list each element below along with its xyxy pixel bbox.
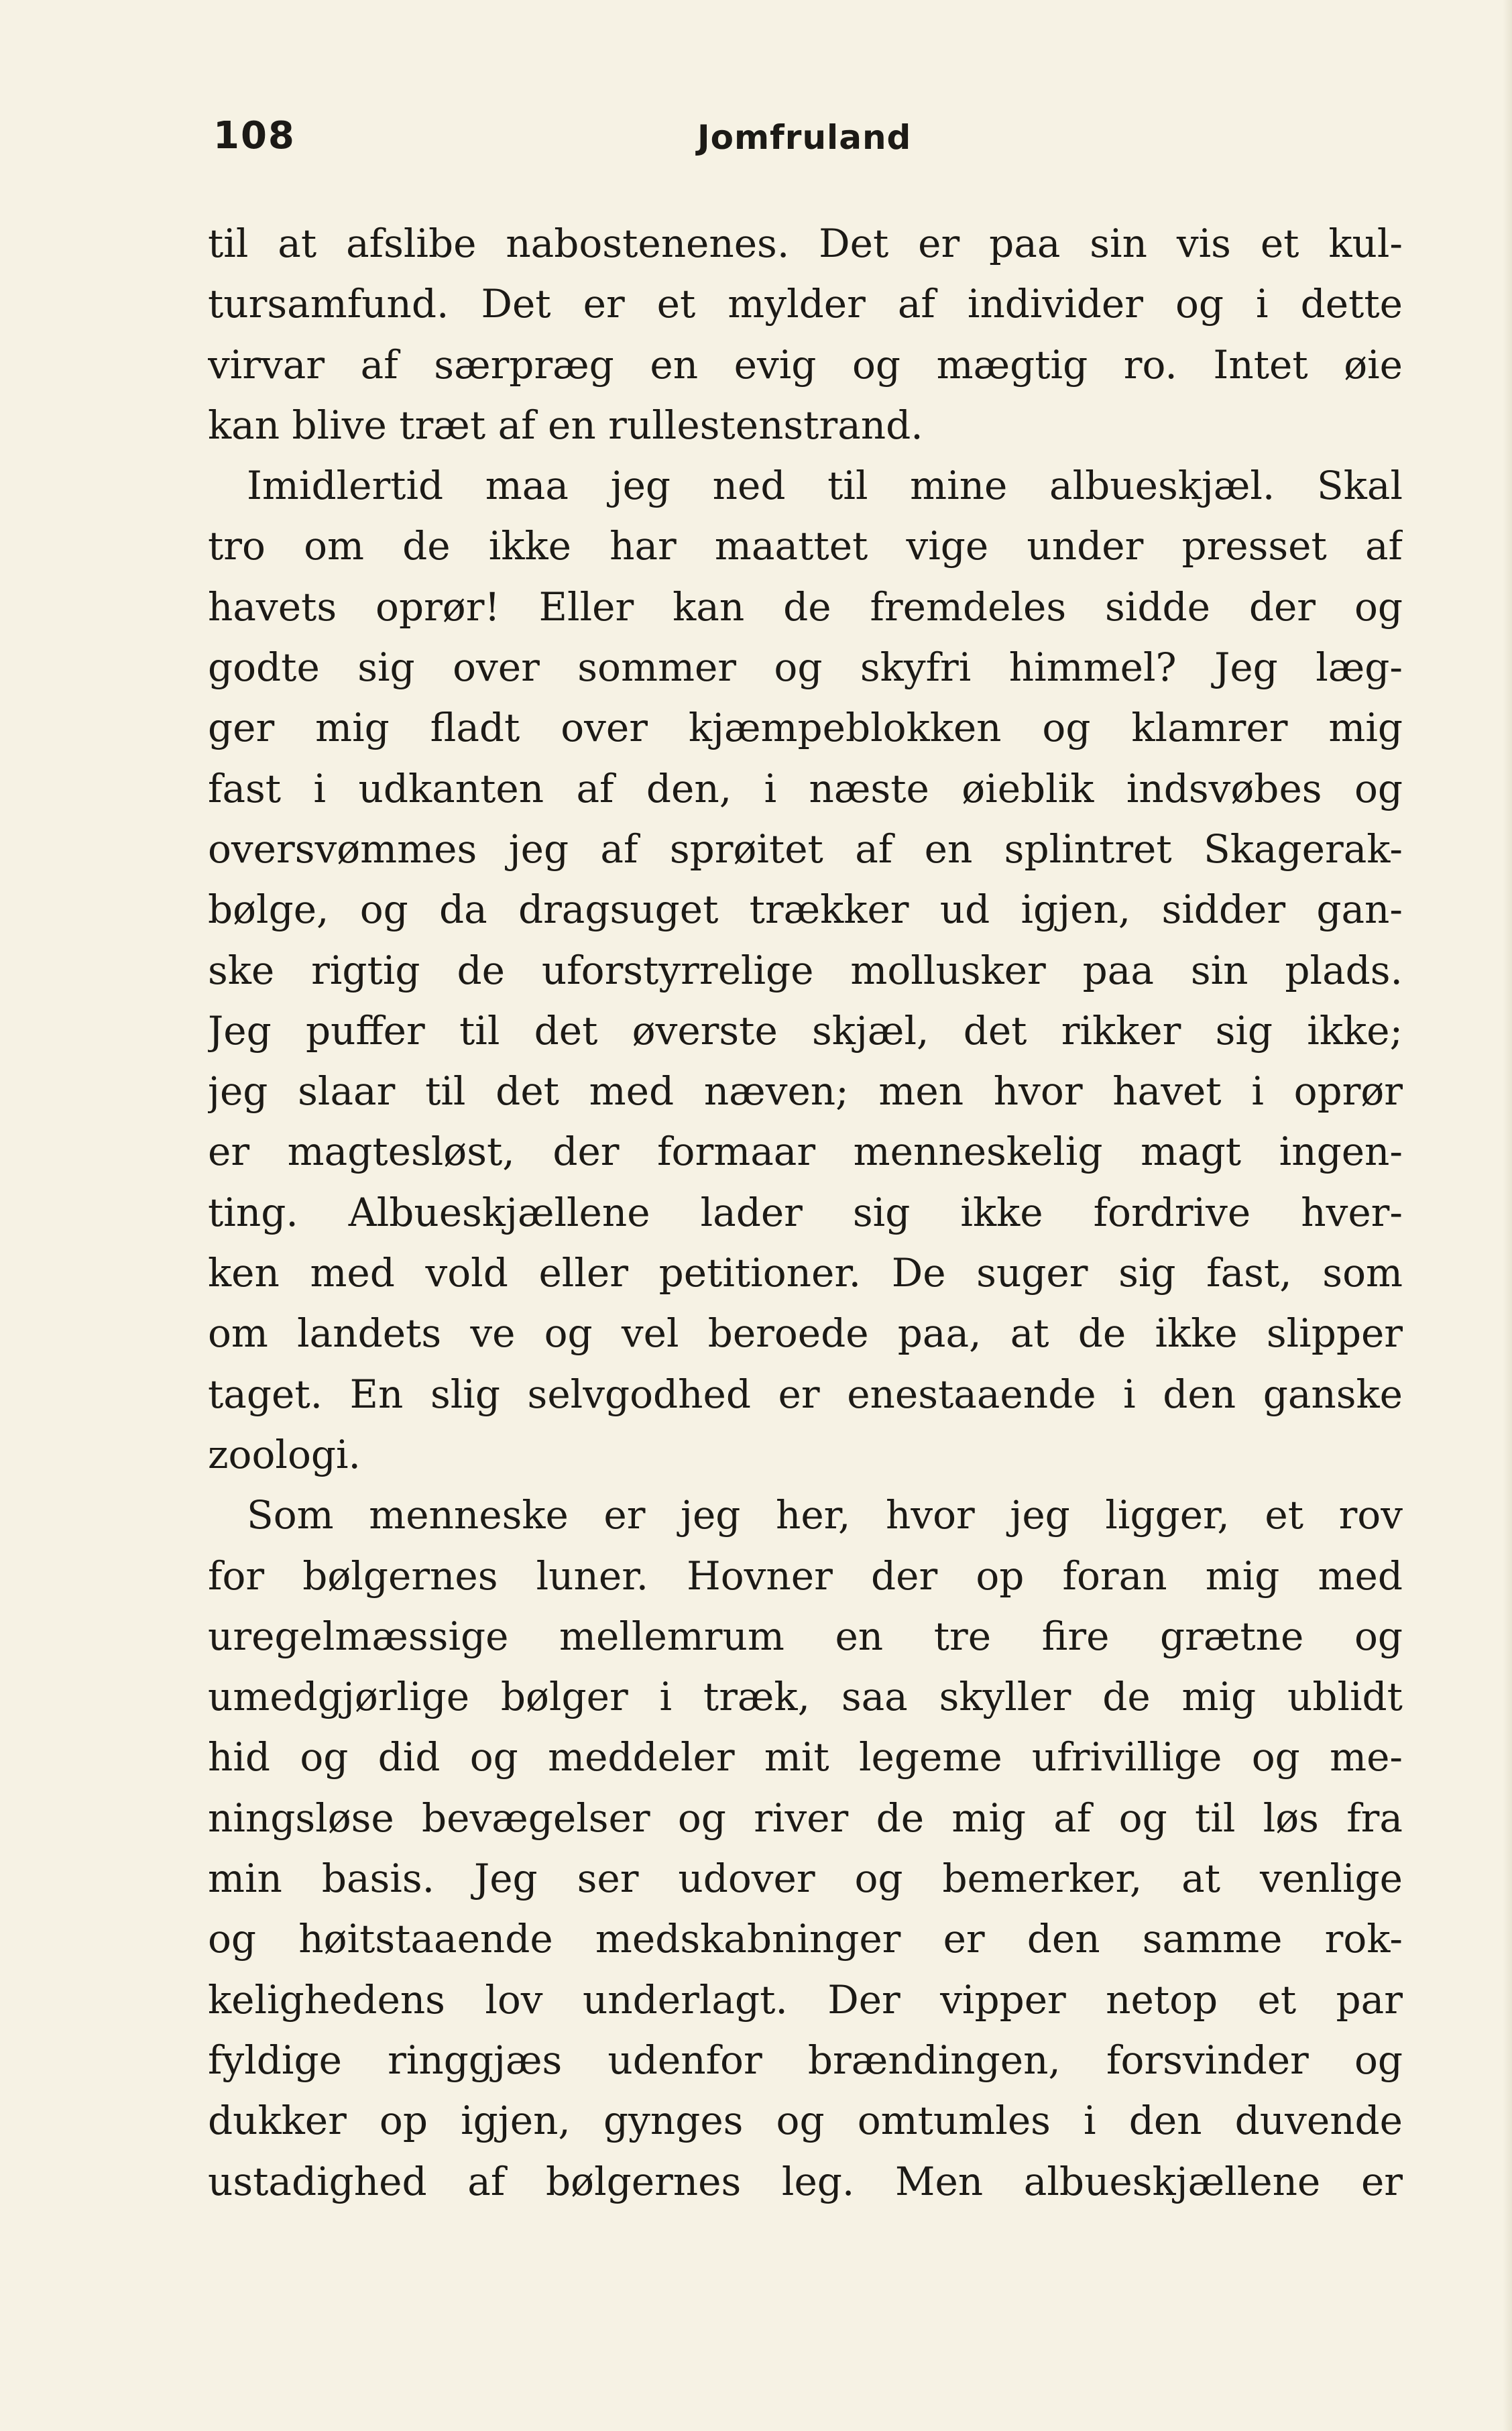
text-line: godte sig over sommer og skyfri himmel? Jeg læg- [208, 644, 1403, 691]
text-line: kelighedens lov underlagt. Der vipper netop et par [208, 1976, 1403, 2023]
text-line: ske rigtig de uforstyrrelige mollusker paa sin plads. [208, 947, 1403, 993]
text-line: ger mig fladt over kjæmpeblokken og klamrer mig [208, 705, 1403, 751]
text-line: Som menneske er jeg her, hvor jeg ligger, et rov [247, 1492, 1403, 1538]
text-line: tro om de ikke har maattet vige under presset af [208, 523, 1403, 569]
text-line: oversvømmes jeg af sprøitet af en splintret Skagerak- [208, 826, 1403, 872]
text-line: bølge, og da dragsuget trækker ud igjen, sidder gan- [208, 887, 1403, 933]
text-line: Imidlertid maa jeg ned til mine albueskjæl. Skal [247, 463, 1403, 509]
text-line: dukker op igjen, gynges og omtumles i den duvende [208, 2098, 1403, 2144]
text-line: virvar af særpræg en evig og mægtig ro. Intet øie [208, 341, 1403, 388]
text-line: ningsløse bevægelser og river de mig af og til løs fra [208, 1795, 1403, 1841]
text-line: tursamfund. Det er et mylder af individer og i dette [208, 281, 1403, 327]
text-line: hid og did og meddeler mit legeme ufrivillige og me- [208, 1734, 1403, 1780]
text-line: fast i udkanten af den, i næste øieblik indsvøbes og [208, 765, 1403, 811]
text-line: fyldige ringgjæs udenfor brændingen, forsvinder og [208, 2037, 1403, 2083]
text-line: kan blive træt af en rullestenstrand. [208, 402, 923, 448]
text-line: om landets ve og vel beroede paa, at de ikke slipper [208, 1310, 1403, 1357]
body-text [208, 213, 1403, 2212]
text-line: Jeg puffer til det øverste skjæl, det rikker sig ikke; [208, 1007, 1403, 1054]
text-line: er magtesløst, der formaar menneskelig magt ingen- [208, 1129, 1403, 1175]
text-line: havets oprør! Eller kan de fremdeles sidde der og [208, 583, 1403, 630]
page-number: 108 [213, 114, 296, 158]
text-line: min basis. Jeg ser udover og bemerker, at venlige [208, 1856, 1403, 1902]
text-line: ken med vold eller petitioner. De suger sig fast, som [208, 1250, 1403, 1296]
text-line: taget. En slig selvgodhed er enestaaende i den ganske [208, 1371, 1403, 1417]
text-line: for bølgernes luner. Hovner der op foran mig med [208, 1552, 1403, 1599]
text-line: umedgjørlige bølger i træk, saa skyller de mig ublidt [208, 1674, 1403, 1720]
text-line: jeg slaar til det med næven; men hvor havet i oprør [208, 1068, 1403, 1115]
text-line: til at afslibe nabostenenes. Det er paa sin vis et kul- [208, 221, 1403, 266]
text-line: ting. Albueskjællene lader sig ikke fordrive hver- [208, 1189, 1403, 1235]
page-edge [1503, 0, 1512, 2431]
text-line: zoologi. [208, 1431, 361, 1477]
text-line: ustadighed af bølgernes leg. Men albueskjællene er [208, 2158, 1403, 2204]
text-line: og høitstaaende medskabninger er den samme rok- [208, 1916, 1403, 1962]
running-title: Jomfruland [697, 118, 912, 157]
text-line: uregelmæssige mellemrum en tre fire grætne og [208, 1613, 1403, 1659]
